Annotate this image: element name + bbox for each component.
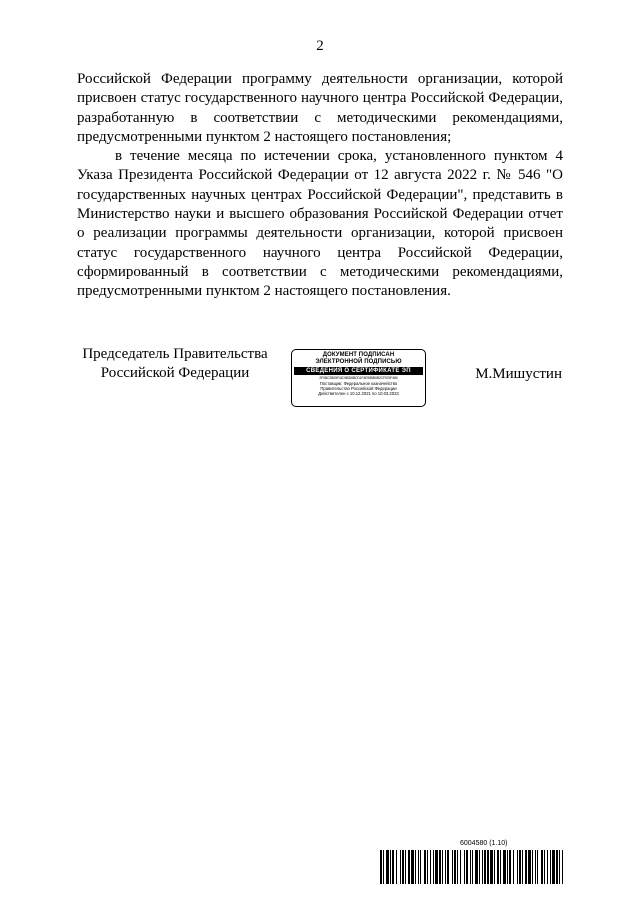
stamp-owner: Правительство Российской Федерации <box>320 385 397 391</box>
stamp-header: СВЕДЕНИЯ О СЕРТИФИКАТЕ ЭП <box>294 367 423 375</box>
stamp-serial: 2F0BC2B05F41D5BD6BCD1F4E985B0B2CF576F480 <box>319 376 398 380</box>
stamp-issuer: Поставщик: Федеральное казначейство <box>319 380 398 386</box>
signer-title <box>80 345 270 383</box>
stamp-line: ЭЛЕКТРОННОЙ ПОДПИСЬЮ <box>315 359 402 365</box>
document-body <box>77 70 563 302</box>
e-signature-stamp <box>291 349 426 407</box>
barcode-bar <box>563 850 564 884</box>
page-number: 2 <box>316 38 324 54</box>
paragraph: Российской Федерации программу деятельности организации, которой присвоен статус государственного научного центра Российской Федерации, разработанную в соответствии с методическими рекомендациями, предусмотренными пунктом 2 настоящего постановления; <box>77 71 563 145</box>
stamp-validity: Действителен с 10.12.2021 по 10.03.2023 <box>318 391 399 396</box>
signer-title-line: Российской Федерации <box>100 365 250 381</box>
signer-title-line: Председатель Правительства <box>82 346 268 362</box>
paragraph: в течение месяца по истечении срока, установленного пунктом 4 Указа Президента Российской Федерации от 12 августа 2022 г. № 546 "О государственных научных центрах Российской Федерации", представить в Министерство науки и высшего образования Российской Федерации отчет о реализации программы деятельности организации, которой присвоен статус государственного научного центра Российской Федерации, сформированный в соответствии с методическими рекомендациями, предусмотренными пунктом 2 настоящего постановления. <box>77 148 563 300</box>
signer-name: М.Мишустин <box>475 366 562 382</box>
barcode-label: 6004580 (1.10) <box>460 840 508 847</box>
stamp-line: ДОКУМЕНТ ПОДПИСАН <box>322 352 395 358</box>
barcode <box>380 850 564 884</box>
